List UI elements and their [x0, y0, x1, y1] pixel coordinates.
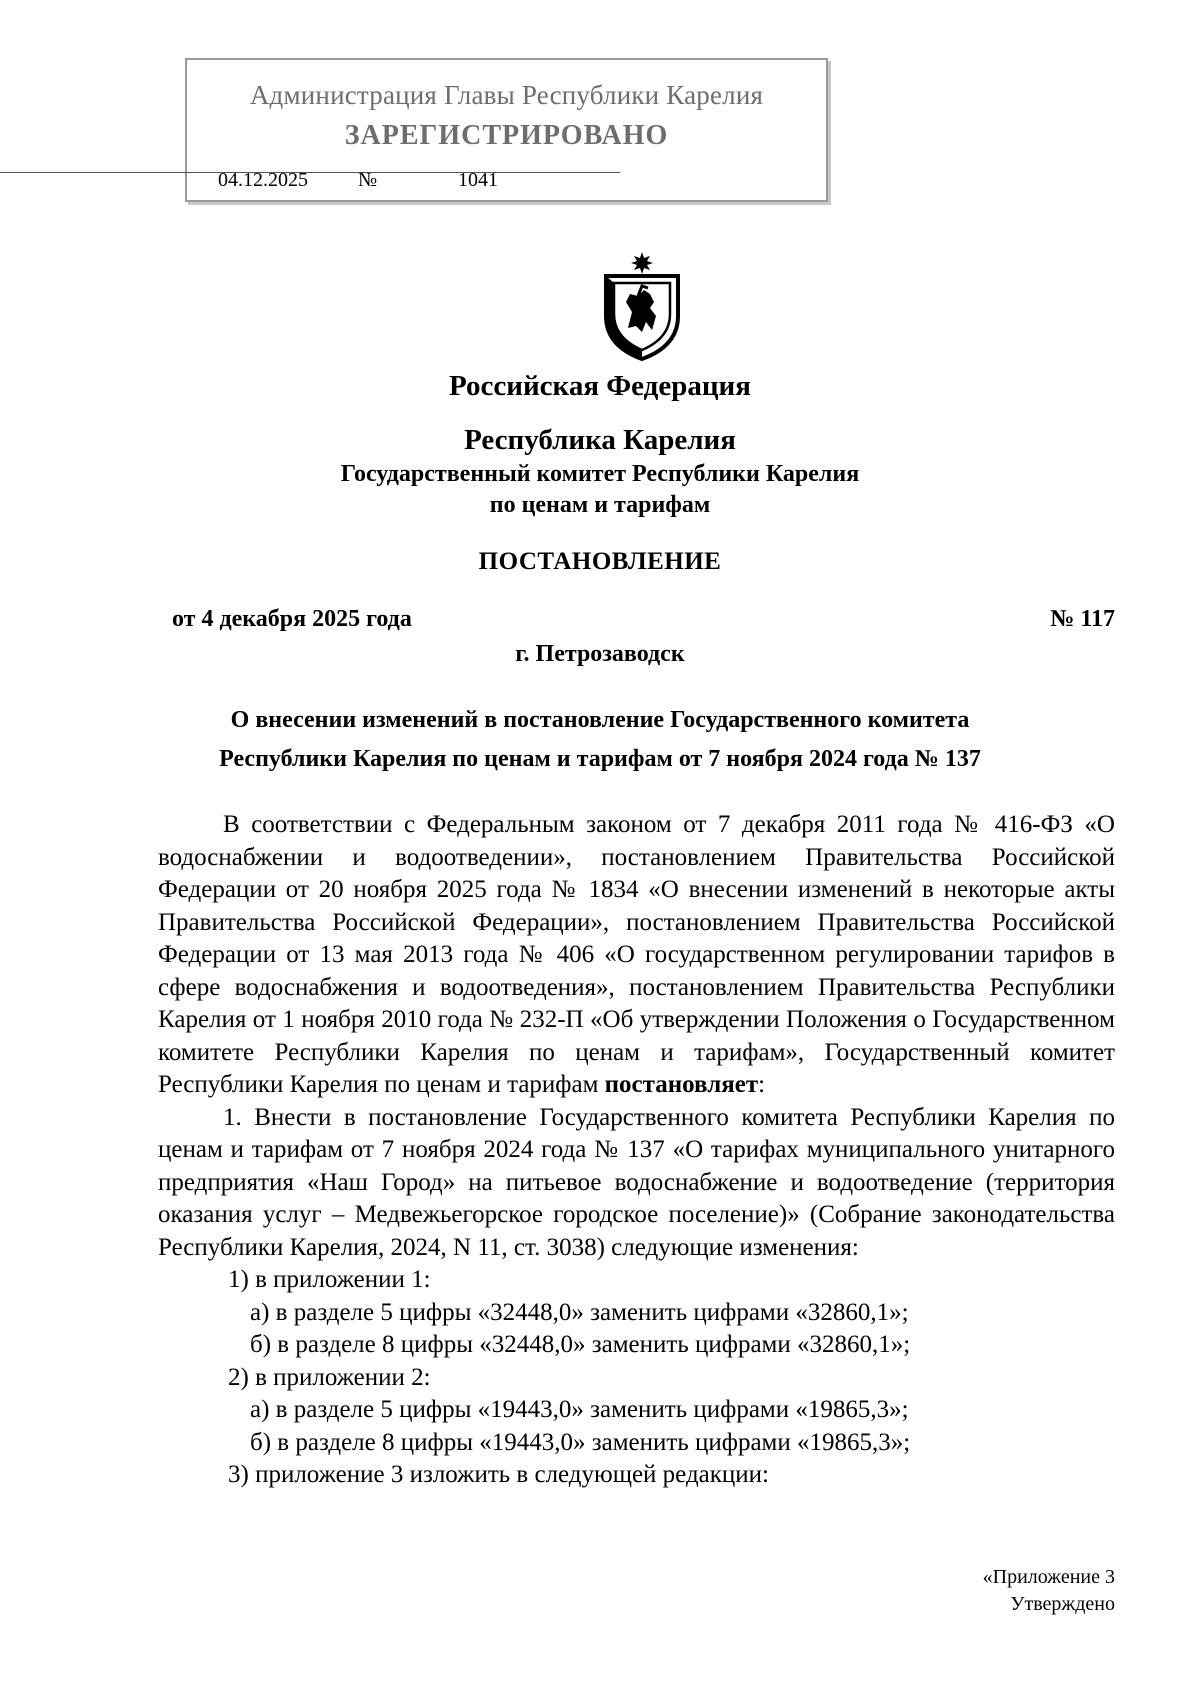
appendix-line1: «Приложение 3: [982, 1566, 1115, 1588]
header-country: Российская Федерация: [449, 370, 751, 402]
header-republic: Республика Карелия: [464, 424, 736, 456]
subitem-2: 2) в приложении 2:: [228, 1363, 431, 1391]
subitem-2b: б) в разделе 8 цифры «19443,0» заменить цифрами «19865,3»;: [250, 1428, 911, 1456]
preamble-colon: :: [758, 1071, 766, 1098]
item-1: 1. Внести в постановление Государственного комитета Республики Карелия по ценам и тарифам от 7 ноября 2024 года № 137 «О тарифах муниципального унитарного предприятия «Наш Город» на питьевое водоснабжение и водоотведение (территория оказания услуг – Медвежьегорское городское поселение)» (Собрание законодательства Республики Карелия, 2024, N 11, ст. 3038) следующие изменения:: [158, 1103, 1115, 1261]
subitem-3: 3) приложение 3 изложить в следующей редакции:: [228, 1461, 769, 1488]
document-number: № 117: [1050, 606, 1115, 632]
subitem-1b: б) в разделе 8 цифры «32448,0» заменить цифрами «32860,1»;: [250, 1331, 911, 1358]
stamp-date: 04.12.2025: [218, 169, 308, 191]
stamp-number-sign: №: [358, 169, 378, 191]
karelia-coat-of-arms-icon: [598, 250, 686, 362]
subitem-1a: а) в разделе 5 цифры «32448,0» заменить цифрами «32860,1»;: [250, 1298, 909, 1326]
subitem-2a: а) в разделе 5 цифры «19443,0» заменить цифрами «19865,3»;: [250, 1396, 909, 1423]
stamp-status: ЗАРЕГИСТРИРОВАНО: [344, 120, 669, 151]
document-city: г. Петрозаводск: [515, 641, 685, 667]
document-title-line1: О внесении изменений в постановление Государственного комитета: [230, 707, 970, 733]
document-type: ПОСТАНОВЛЕНИЕ: [478, 548, 722, 575]
stamp-registration-line: [218, 170, 498, 190]
appendix-line2: Утверждено: [1010, 1593, 1115, 1615]
appendix-heading: [983, 1564, 1115, 1618]
document-title-line2: Республики Карелия по ценам и тарифам от 7 ноября 2024 года № 137: [219, 746, 981, 772]
preamble-verb: постановляет: [604, 1071, 759, 1098]
preamble-text: В соответствии с Федеральным законом от 7 декабря 2011 года № 416-ФЗ «О водоснабжении и водоотведении», постановлением Правительства Российской Федерации от 20 ноября 2025 года № 1834 «О внесении изменений в некоторые акты Правительства Российской Федерации», постановлением Правительства Российской Федерации от 13 мая 2013 года № 406 «О государственном регулировании тарифов в сфере водоснабжения и водоотведения», постановлением Правительства Республики Карелия от 1 ноября 2010 года № 232-П «Об утверждении Положения о Государственном комитете Республики Карелия по ценам и тарифам», Государственный комитет Республики Карелия по ценам и тарифам: [158, 811, 1115, 1098]
stamp-number: 1041: [458, 169, 498, 191]
subitem-1: 1) в приложении 1:: [228, 1266, 431, 1293]
header-committee-line2: по ценам и тарифам: [489, 492, 711, 518]
document-date: от 4 декабря 2025 года: [172, 606, 412, 632]
preamble-paragraph: [158, 809, 1115, 1102]
document-body: [158, 809, 1115, 1492]
stamp-organization: Администрация Главы Республики Карелия: [249, 80, 764, 110]
header-committee-line1: Государственный комитет Республики Карелия: [340, 461, 860, 487]
